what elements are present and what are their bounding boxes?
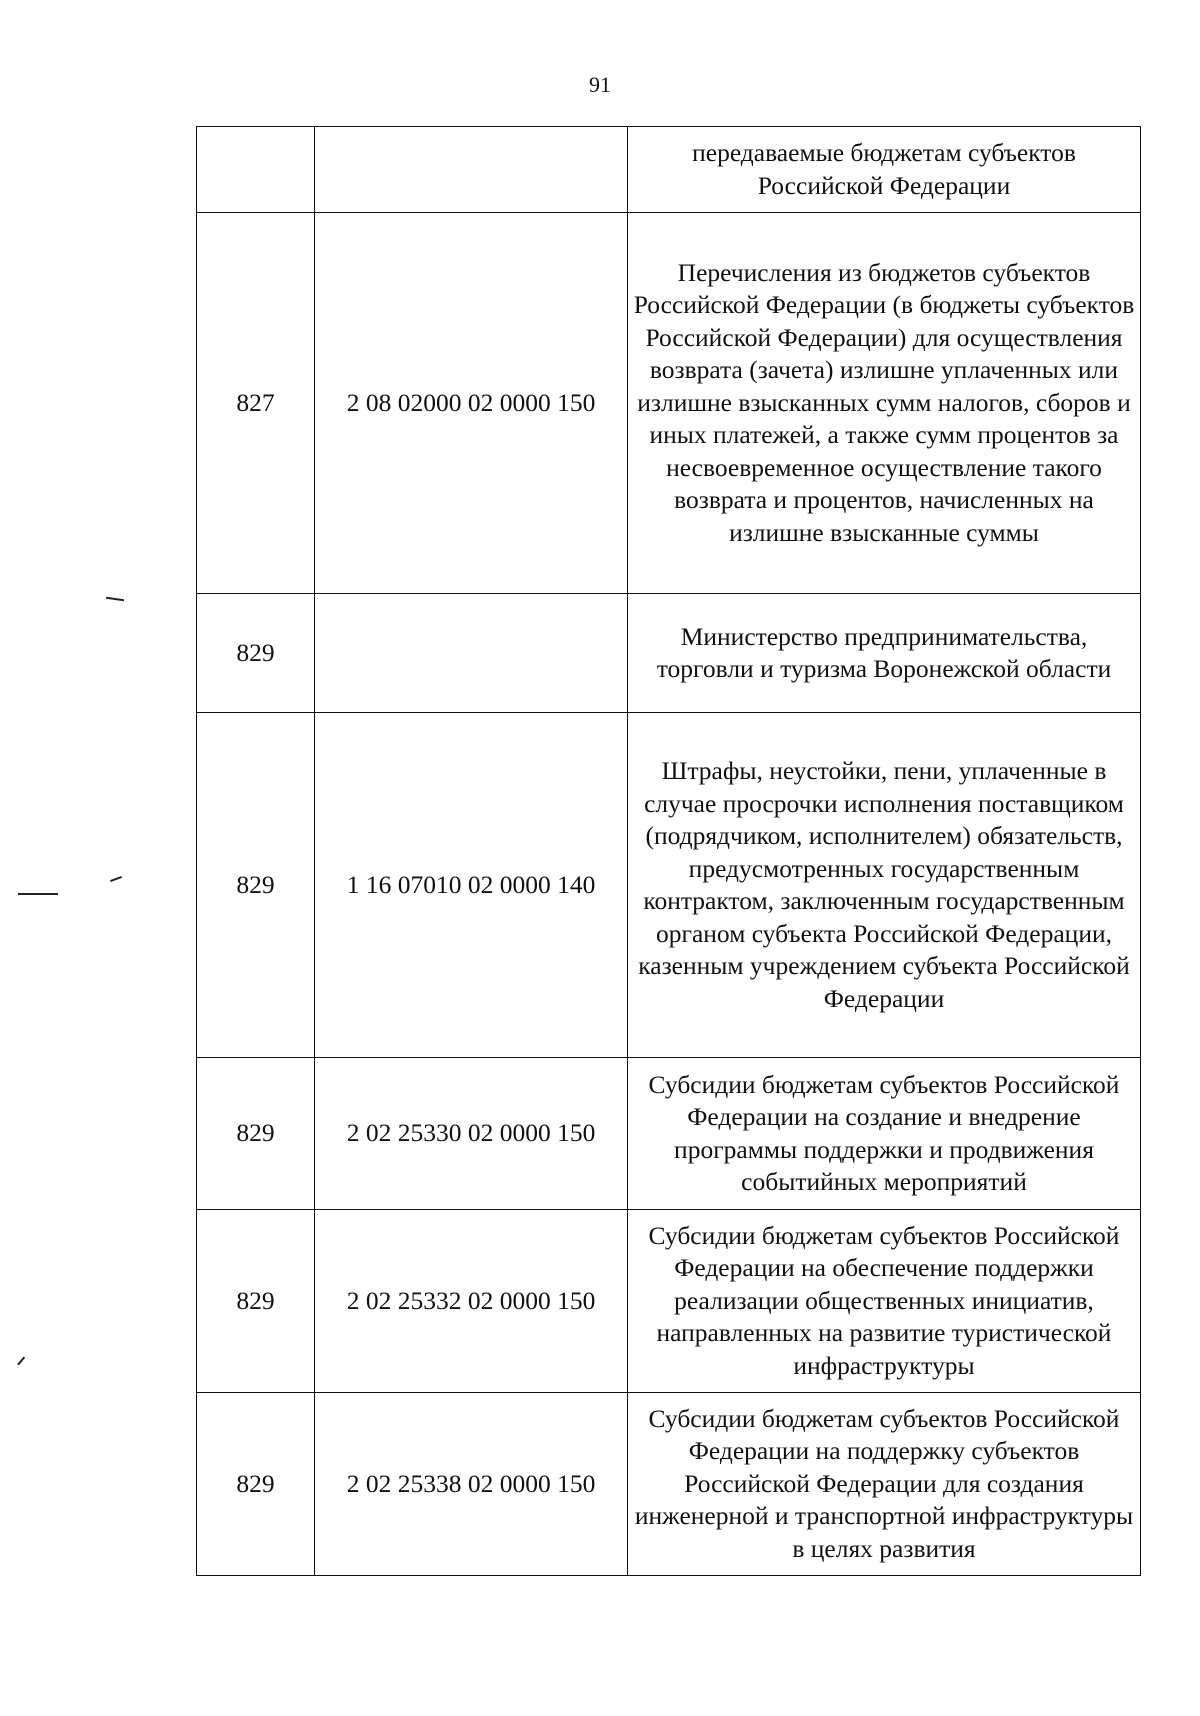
scan-mark [17, 1356, 25, 1365]
budget-classification-table [196, 126, 1141, 1576]
table-row [197, 127, 1141, 213]
table-row [197, 1393, 1141, 1576]
budget-code-cell: 2 02 25330 02 0000 150 [315, 1058, 628, 1210]
revenue-name-cell: Штрафы, неустойки, пени, уплаченные в случае просрочки исполнения поставщиком (подрядчиком, исполнителем) обязательств, предусмотренных государственным контрактом, заключенным государственным органом субъекта Российской Федерации, казенным учреждением субъекта Российской Федерации [628, 713, 1141, 1058]
admin-code-cell [197, 127, 315, 213]
revenue-name-cell: Министерство предпринимательства, торговли и туризма Воронежской области [628, 594, 1141, 713]
budget-code-cell [315, 127, 628, 213]
budget-code-cell: 1 16 07010 02 0000 140 [315, 713, 628, 1058]
admin-code-cell: 829 [197, 594, 315, 713]
admin-code-cell: 827 [197, 213, 315, 594]
table-row [197, 213, 1141, 594]
revenue-name-cell: передаваемые бюджетам субъектов Российской Федерации [628, 127, 1141, 213]
scan-mark [18, 893, 58, 895]
table-row [197, 594, 1141, 713]
revenue-name-cell: Субсидии бюджетам субъектов Российской Федерации на создание и внедрение программы поддержки и продвижения событийных мероприятий [628, 1058, 1141, 1210]
budget-code-cell [315, 594, 628, 713]
budget-code-cell: 2 08 02000 02 0000 150 [315, 213, 628, 594]
admin-code-cell: 829 [197, 713, 315, 1058]
table-row [197, 713, 1141, 1058]
table-row [197, 1210, 1141, 1393]
budget-code-cell: 2 02 25338 02 0000 150 [315, 1393, 628, 1576]
page-number: 91 [589, 72, 611, 97]
revenue-name-cell: Субсидии бюджетам субъектов Российской Федерации на поддержку субъектов Российской Федерации для создания инженерной и транспортной инфраструктуры в целях развития [628, 1393, 1141, 1576]
scan-mark [110, 876, 122, 882]
table-row [197, 1058, 1141, 1210]
budget-code-cell: 2 02 25332 02 0000 150 [315, 1210, 628, 1393]
admin-code-cell: 829 [197, 1058, 315, 1210]
admin-code-cell: 829 [197, 1210, 315, 1393]
revenue-name-cell: Перечисления из бюджетов субъектов Российской Федерации (в бюджеты субъектов Российской Федерации) для осуществления возврата (зачета) излишне уплаченных или излишне взысканных сумм налогов, сборов и иных платежей, а также сумм процентов за несвоевременное осуществление такого возврата и процентов, начисленных на излишне взысканные суммы [628, 213, 1141, 594]
admin-code-cell: 829 [197, 1393, 315, 1576]
revenue-name-cell: Субсидии бюджетам субъектов Российской Федерации на обеспечение поддержки реализации общественных инициатив, направленных на развитие туристической инфраструктуры [628, 1210, 1141, 1393]
scan-mark [106, 597, 124, 601]
